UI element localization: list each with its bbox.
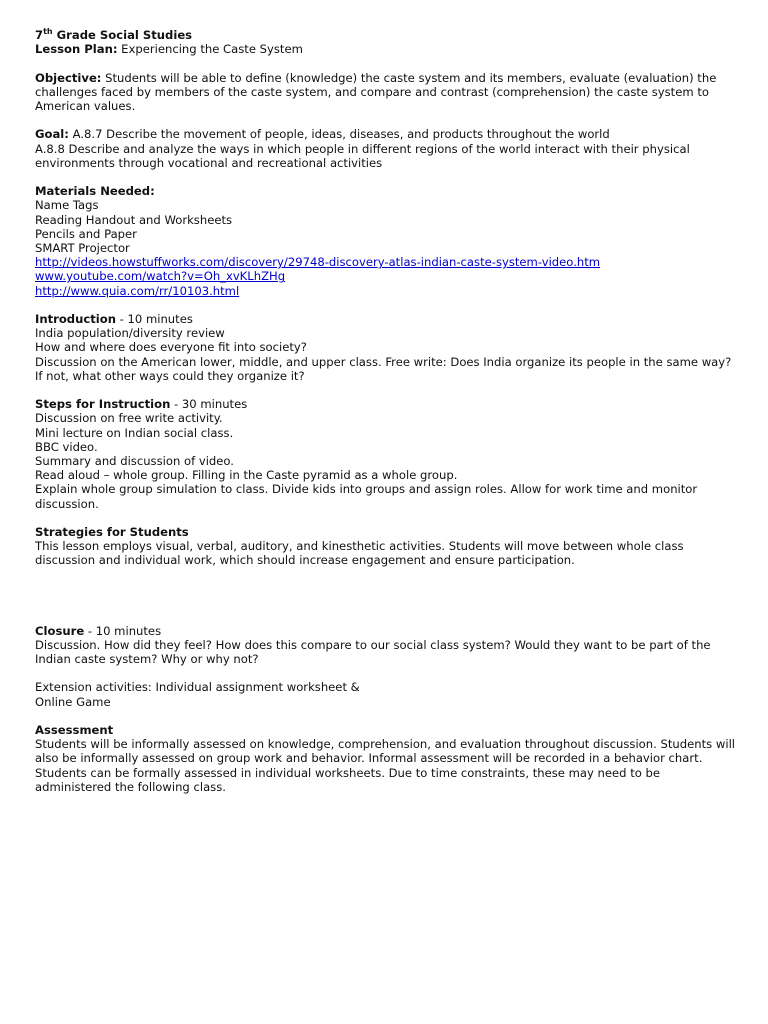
youtube-video-link[interactable]: www.youtube.com/watch?v=Oh_xvKLhZHg: [35, 269, 286, 284]
material-item: Name Tags: [35, 198, 99, 213]
lesson-plan-label: Lesson Plan:: [35, 42, 118, 57]
steps-heading: [35, 397, 735, 411]
steps-label: Steps for Instruction: [35, 397, 171, 412]
howstuffworks-video-link[interactable]: http://videos.howstuffworks.com/discovery/29748-discovery-atlas-indian-caste-system-video.htm: [35, 255, 601, 270]
spacer: [35, 709, 735, 723]
grade-heading: [35, 28, 735, 42]
lesson-plan-title: Experiencing the Caste System: [117, 42, 303, 57]
introduction-item: How and where does everyone fit into society?: [35, 340, 307, 355]
quia-link[interactable]: http://www.quia.com/rr/10103.html: [35, 283, 240, 298]
introduction-duration: - 10 minutes: [115, 312, 193, 326]
closure-duration: - 10 minutes: [84, 623, 162, 638]
strategies-text: This lesson employs visual, verbal, auditory, and kinesthetic activities. Students will move between whole class discussion and individual work, which should increase engagement and ensure participation.: [35, 539, 684, 568]
closure-text: Discussion. How did they feel? How does this compare to our social class system? Would they want to be part of the Indian caste system? Why or why not?: [35, 637, 711, 667]
spacer: [35, 568, 735, 624]
objective-label: Objective:: [35, 70, 102, 85]
goal-standard-1: A.8.7 Describe the movement of people, ideas, diseases, and products throughout the world: [68, 127, 610, 142]
introduction-label: Introduction: [35, 312, 116, 326]
goal-line-1: [35, 127, 735, 141]
step-item: Mini lecture on Indian social class.: [35, 425, 234, 440]
spacer: [35, 170, 735, 184]
spacer: [35, 298, 735, 312]
lesson-plan-document: [35, 28, 735, 794]
step-item: Discussion on free write activity.: [35, 411, 223, 426]
materials-label: Materials Needed:: [35, 184, 155, 199]
step-item: BBC video.: [35, 439, 98, 454]
goal-label: Goal:: [35, 127, 69, 142]
grade-superscript: th: [43, 27, 53, 37]
spacer: [35, 383, 735, 397]
step-item: Summary and discussion of video.: [35, 454, 234, 469]
closure-label: Closure: [35, 623, 85, 638]
strategies-label: Strategies for Students: [35, 525, 189, 540]
lesson-plan-line: [35, 42, 735, 56]
spacer: [35, 666, 735, 680]
step-item: Explain whole group simulation to class. Divide kids into groups and assign roles. Allow for work time and monitor discussion.: [35, 482, 698, 511]
steps-duration: - 30 minutes: [170, 397, 248, 412]
assessment-text: Students will be informally assessed on knowledge, comprehension, and evaluation throughout discussion. Students will also be informally assessed on group work and behavior. Informal assessment will be recorded in a behavior chart. Students can be formally assessed in individual worksheets. Due to time constraints, these may need to be administered the following class.: [35, 737, 736, 794]
grade-heading-rest: Grade Social Studies: [52, 28, 193, 42]
objective-text: Students will be able to define (knowledge) the caste system and its members, evaluate (evaluation) the challenges faced by members of the caste system, and compare and contrast (comprehension) the caste system to American values.: [35, 70, 717, 113]
introduction-item: India population/diversity review: [35, 326, 225, 341]
assessment-label: Assessment: [35, 723, 114, 738]
introduction-heading: [35, 312, 735, 326]
objective-paragraph: [35, 71, 735, 114]
extension-line-1: Extension activities: Individual assignment worksheet &: [35, 680, 360, 695]
material-item: SMART Projector: [35, 241, 130, 255]
spacer: [35, 56, 735, 70]
step-item: Read aloud – whole group. Filling in the Caste pyramid as a whole group.: [35, 468, 458, 483]
closure-heading: [35, 624, 735, 638]
spacer: [35, 113, 735, 127]
grade-number: 7: [35, 28, 44, 42]
extension-line-2: Online Game: [35, 694, 111, 709]
material-item: Pencils and Paper: [35, 226, 137, 241]
material-item: Reading Handout and Worksheets: [35, 212, 233, 227]
introduction-item: Discussion on the American lower, middle, and upper class. Free write: Does India organize its people in the same way? If not, what other ways could they organize it?: [35, 354, 732, 383]
spacer: [35, 511, 735, 525]
goal-standard-2: A.8.8 Describe and analyze the ways in which people in different regions of the world interact with their physical environments through vocational and recreational activities: [35, 141, 690, 170]
